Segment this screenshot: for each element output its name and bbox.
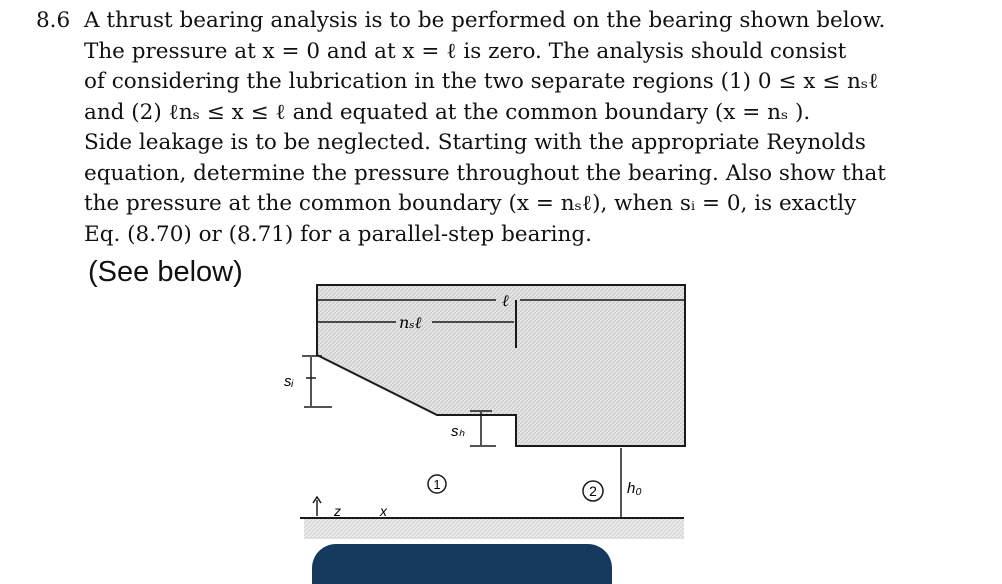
inlet-shoulder-dimension (302, 356, 332, 407)
bottom-bar[interactable] (312, 544, 612, 584)
region-2-label: 2 (589, 483, 597, 499)
length-label: ℓ (502, 291, 509, 310)
problem-line: The pressure at x = 0 and at x = ℓ is zero. The analysis should consist (84, 38, 847, 64)
step-height-label: sₕ (451, 423, 465, 440)
problem-line: the pressure at the common boundary (x = nₛℓ), when sᵢ = 0, is exactly (84, 191, 857, 216)
region-1-label: 1 (433, 477, 441, 492)
problem-line: Side leakage is to be neglected. Starting with the appropriate Reynolds (84, 130, 866, 155)
step-height-dimension (470, 411, 496, 446)
step-length-label: nₛℓ (399, 313, 422, 332)
problem-number: 8.6 (36, 8, 71, 33)
problem-line: of considering the lubrication in the two separate regions (1) 0 ≤ x ≤ nₛℓ (84, 69, 879, 94)
x-axis-label: x (380, 503, 387, 519)
see-below-note: (See below) (88, 256, 243, 288)
problem-line: Eq. (8.70) or (8.71) for a parallel-step bearing. (84, 221, 593, 247)
runner (304, 519, 684, 539)
problem-line: 8.6 A thrust bearing analysis is to be performed on the bearing shown below. (36, 6, 896, 37)
outlet-film-label: h₀ (627, 480, 642, 497)
z-axis-label: z (334, 503, 341, 519)
problem-line: equation, determine the pressure throughout the bearing. Also show that (84, 160, 886, 186)
inlet-shoulder-label: sᵢ (284, 373, 294, 390)
problem-line: and (2) ℓnₛ ≤ x ≤ ℓ and equated at the common boundary (x = nₛ ). (84, 99, 811, 125)
axes (313, 497, 321, 516)
bearing-pad (317, 285, 685, 446)
